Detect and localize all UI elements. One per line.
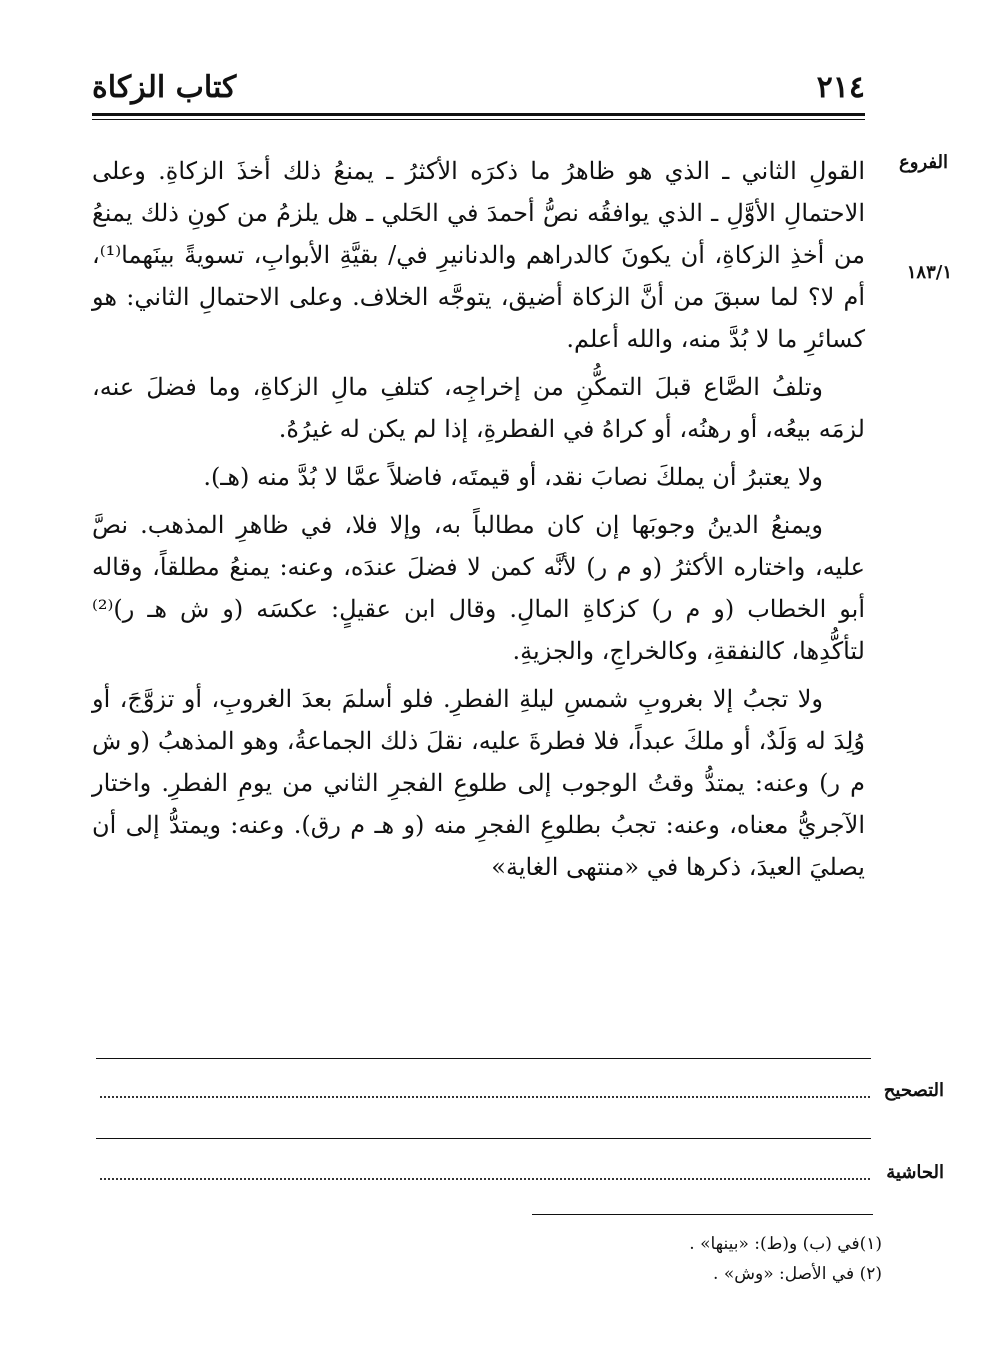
book-title: كتاب الزكاة	[92, 70, 237, 105]
correction-label: التصحيح	[883, 1080, 944, 1101]
margin-section-label: الفروع	[899, 152, 948, 173]
separator-line	[96, 1138, 871, 1139]
main-text	[92, 150, 865, 894]
page-number: ٢١٤	[816, 70, 865, 105]
annotation-dotted-line	[100, 1178, 870, 1180]
paragraph: ولا تجبُ إلا بغروبِ شمسِ ليلةِ الفطرِ. فلو أسلمَ بعدَ الغروبِ، أو تزوَّجَ، أو وُلِدَ له وَلَدٌ، أو ملكَ عبداً، فلا فطرةَ عليه، نقلَ ذلك الجماعةُ، وهو المذهبُ (و ش م ر) وعنه: يمتدُّ وقتُ الوجوب إلى طلوعِ الفجرِ الثاني من يومِ الفطرِ. واختار الآجريُّ معناه، وعنه: تجبُ بطلوعِ الفجرِ منه (و هـ م رق). وعنه: ويمتدُّ إلى أن يصليَ العيدَ، ذكرها في «منتهى الغاية»	[92, 685, 865, 881]
paragraph: ولا يعتبرُ أن يملكَ نصابَ نقد، أو قيمتَه، فاضلاً عمَّا لا بُدَّ منه (هـ).	[203, 463, 823, 491]
margin-page-reference: ١٨٣/١	[906, 262, 952, 283]
annotation-label: الحاشية	[886, 1162, 944, 1183]
paragraph: وتلفُ الصَّاع قبلَ التمكُّنِ من إخراجِه، كتلفِ مالِ الزكاةِ، وما فضلَ عنه، لزمَه بيعُه، أو رهنُه، أو كراهُ في الفطرةِ، إذا لم يكن له غيرُهُ.	[92, 373, 865, 443]
separator-line	[96, 1058, 871, 1059]
footnote: (١)في (ب) و(ط): «بينها» .	[689, 1234, 882, 1254]
header-rule-thin	[92, 119, 865, 120]
header-rule-thick	[92, 113, 865, 116]
footnote: (٢) في الأصل: «وش» .	[713, 1264, 882, 1284]
paragraph: ويمنعُ الدينُ وجوبَها إن كان مطالباً به، وإلا فلا، في ظاهرِ المذهب. نصَّ عليه، واختاره الأكثرُ (و م ر) لأنَّه كمن لا فضلَ عندَه، وعنه: يمنعُ مطلقاً، وقاله أبو الخطاب (و م ر) كزكاةِ المالِ. وقال ابن عقيلٍ: عكسَه (و ش هـ ر)⁽²⁾ لتأكُّدِها، كالنفقةِ، وكالخراجِ، والجزيةِ.	[92, 511, 865, 665]
correction-dotted-line	[100, 1096, 870, 1098]
paragraph: القولِ الثاني ـ الذي هو ظاهرُ ما ذكرَه الأكثرُ ـ يمنعُ ذلك أخذَ الزكاةِ. وعلى الاحتمالِ الأوَّلِ ـ الذي يوافقُه نصُّ أحمدَ في الحَلي ـ هل يلزمُ من كونِ ذلك يمنعُ من أخذِ الزكاةِ، أن يكونَ كالدراهم والدنانيرِ في/ بقيَّةِ الأبوابِ، تسويةً بينَهما⁽¹⁾، أم لا؟ لما سبقَ من أنَّ الزكاة أضيق، يتوجَّه الخلاف. وعلى الاحتمالِ الثاني: هو كسائرِ ما لا بُدَّ منه، والله أعلم.	[92, 157, 865, 353]
running-header	[92, 68, 865, 108]
footnote-rule	[532, 1214, 873, 1215]
